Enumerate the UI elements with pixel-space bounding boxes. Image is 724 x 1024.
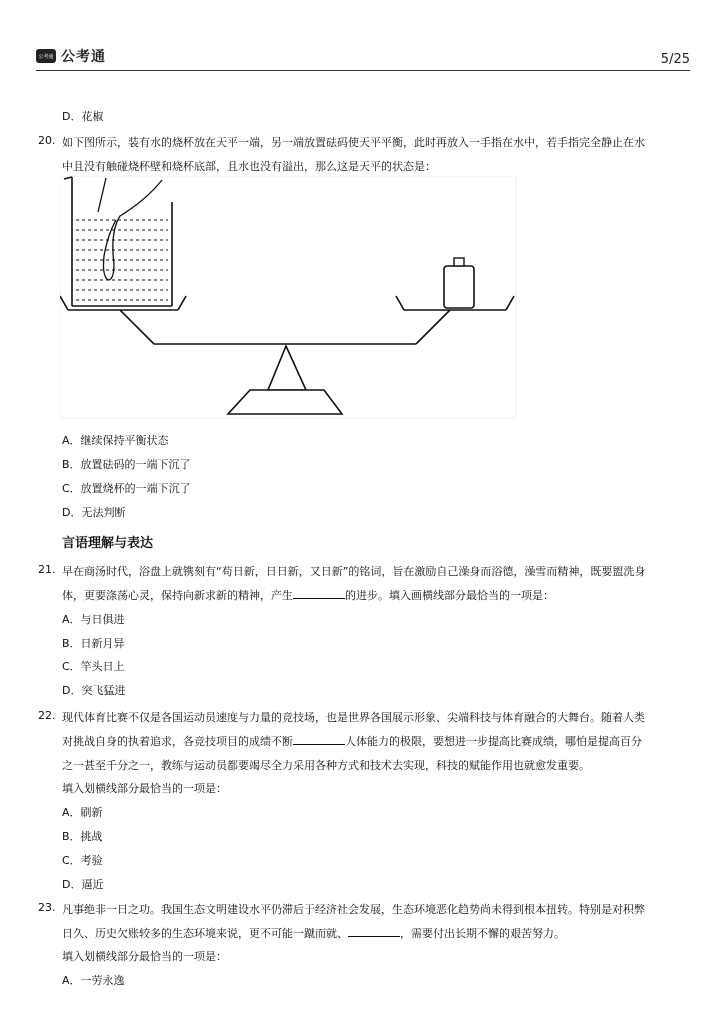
q21-option-d: D．突飞猛进 [62, 684, 126, 697]
q22-number: 22. [38, 709, 56, 722]
q21-line2-pre: 体，更要涤荡心灵，保持向新求新的精神，产生 [62, 589, 293, 602]
q21-line2-post: 的进步。填入画横线部分最恰当的一项是： [345, 589, 554, 602]
q21-blank [293, 589, 345, 599]
q23-line3: 填入划横线部分最恰当的一项是： [62, 950, 227, 963]
q22-line3: 之一甚至千分之一，教练与运动员都要竭尽全力采用各种方式和技术去实现，科技的赋能作用也就愈发重要。 [62, 759, 590, 772]
balance-scale-diagram [60, 176, 518, 420]
q23-option-a: A．一劳永逸 [62, 974, 125, 987]
q21-number: 21. [38, 563, 56, 576]
q21-line1: 早在商汤时代，浴盘上就镌刻有“苟日新，日日新，又日新”的铭词，旨在激励自己澡身而浴德，澡雪而精神，既要盥洗身 [62, 565, 646, 578]
q22-line1: 现代体育比赛不仅是各国运动员速度与力量的竞技场，也是世界各国展示形象、尖端科技与体育融合的大舞台。随着人类 [62, 711, 645, 724]
logo-mark: 公考通 [36, 49, 56, 63]
q21-option-a: A．与日俱进 [62, 613, 125, 626]
q21-option-c: C．竿头日上 [62, 660, 125, 673]
q22-option-b: B．挑战 [62, 830, 103, 843]
q20-number: 20. [38, 134, 56, 147]
page-number: 5/25 [660, 52, 690, 67]
q23-blank [348, 927, 400, 937]
balance-figure [60, 176, 518, 423]
q20-option-d: D．无法判断 [62, 506, 126, 519]
q20-text-line1: 如下图所示，装有水的烧杯放在天平一端，另一端放置砝码使天平平衡，此时再放入一手指在水中，若手指完全静止在水 [62, 136, 645, 149]
brand-name: 公考通 [61, 49, 106, 65]
q20-text-line2: 中且没有触碰烧杯壁和烧杯底部，且水也没有溢出，那么这是天平的状态是： [62, 160, 436, 173]
q22-line2-post: 人体能力的极限，要想进一步提高比赛成绩，哪怕是提高百分 [345, 735, 642, 748]
brand-logo [36, 46, 106, 66]
q22-line2-pre: 对挑战自身的执着追求，各竞技项目的成绩不断 [62, 735, 293, 748]
q19-option-d: D．花椒 [62, 110, 104, 123]
q23-line1: 凡事绝非一日之功。我国生态文明建设水平仍滞后于经济社会发展，生态环境恶化趋势尚未得到根本扭转。特别是对积弊 [62, 903, 645, 916]
section-title: 言语理解与表达 [62, 536, 154, 551]
q22-line2 [62, 733, 642, 749]
q22-blank [293, 735, 345, 745]
q20-option-a: A．继续保持平衡状态 [62, 434, 169, 447]
q22-option-c: C．考验 [62, 854, 103, 867]
q20-option-b: B．放置砝码的一端下沉了 [62, 458, 191, 471]
q23-number: 23. [38, 901, 56, 914]
q23-line2-post: ，需要付出长期不懈的艰苦努力。 [400, 927, 565, 940]
q22-option-a: A．刷新 [62, 806, 103, 819]
q23-line2 [62, 925, 565, 941]
page-header [36, 44, 690, 71]
q22-line4: 填入划横线部分最恰当的一项是： [62, 782, 227, 795]
q20-option-c: C．放置烧杯的一端下沉了 [62, 482, 191, 495]
q21-line2 [62, 587, 554, 603]
q22-option-d: D．逼近 [62, 878, 104, 891]
q21-option-b: B．日新月异 [62, 637, 125, 650]
q23-line2-pre: 日久、历史欠账较多的生态环境来说，更不可能一蹴而就、 [62, 927, 348, 940]
